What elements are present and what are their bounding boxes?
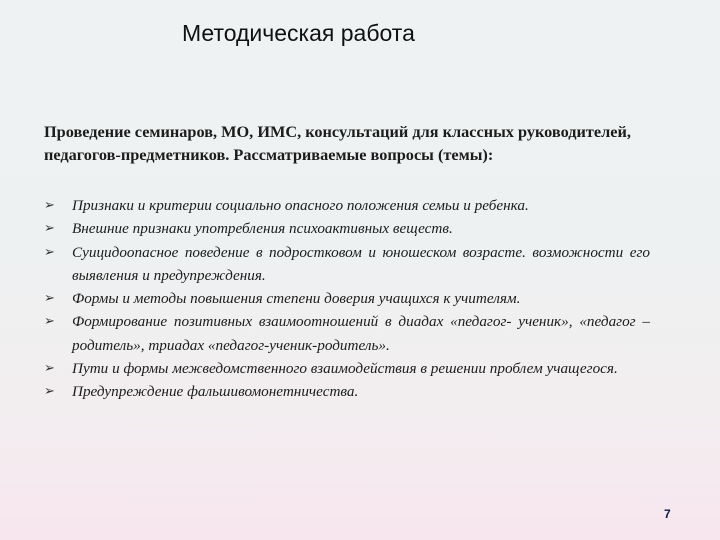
page-number: 7 xyxy=(664,507,671,521)
arrow-bullet-icon: ➢ xyxy=(44,384,55,400)
slide-title: Методическая работа xyxy=(182,20,415,46)
list-item xyxy=(44,217,650,240)
list-item-text: Внешние признаки употребления психоактивных веществ. xyxy=(72,220,453,238)
list-item xyxy=(44,310,650,357)
list-item xyxy=(44,357,650,380)
list-item xyxy=(44,194,650,217)
list-item xyxy=(44,287,650,310)
list-item xyxy=(44,380,650,403)
list-item-text: Предупреждение фальшивомонетничества. xyxy=(72,383,359,401)
list-item-text: Формирование позитивных взаимоотношений в диадах «педагог- ученик», «педагог – родитель», триадах «педагог-ученик-родитель». xyxy=(72,313,650,354)
list-item xyxy=(44,241,650,288)
list-item-text: Формы и методы повышения степени доверия учащихся к учителям. xyxy=(72,290,521,308)
topics-list xyxy=(44,194,650,404)
list-item-text: Суицидоопасное поведение в подростковом и юношеском возрасте. возможности его выявления и предупреждения. xyxy=(72,243,650,284)
arrow-bullet-icon: ➢ xyxy=(44,221,55,237)
arrow-bullet-icon: ➢ xyxy=(44,198,55,213)
list-item-text: Пути и формы межведомственного взаимодействия в решении проблем учащегося. xyxy=(72,360,618,378)
arrow-bullet-icon: ➢ xyxy=(44,291,55,307)
arrow-bullet-icon: ➢ xyxy=(44,361,55,377)
list-item-text: Признаки и критерии социально опасного положения семьи и ребенка. xyxy=(72,197,529,214)
arrow-bullet-icon: ➢ xyxy=(44,244,55,260)
intro-text: Проведение семинаров, МО, ИМС, консультаций для классных руководителей, педагогов-предметников. Рассматриваемые вопросы (темы): xyxy=(44,122,631,164)
arrow-bullet-icon: ➢ xyxy=(44,314,55,330)
